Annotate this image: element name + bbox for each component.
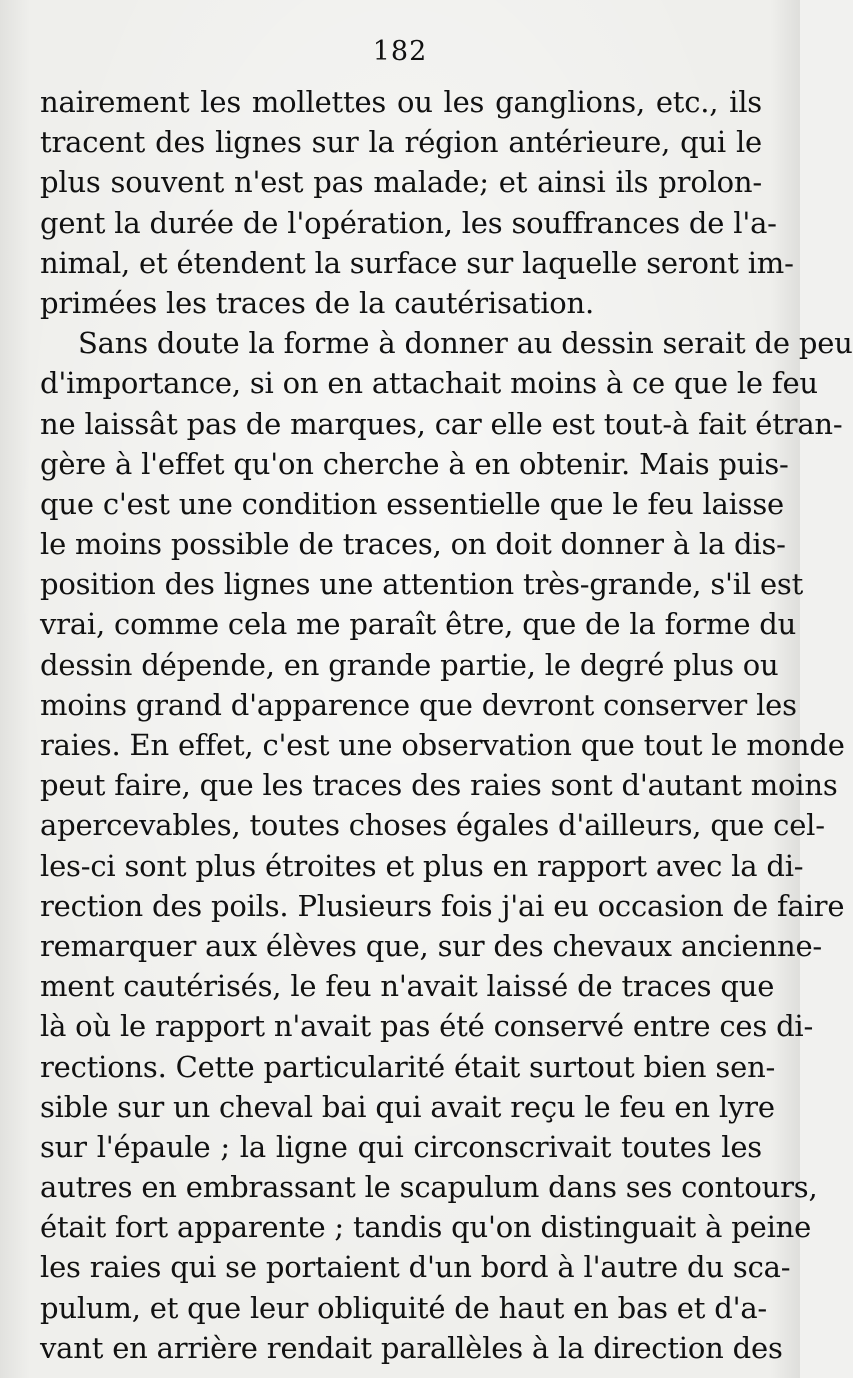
text-line: d'importance, si on en attachait moins à ce que le feu — [40, 366, 818, 401]
text-line: position des lignes une attention très-grande, s'il est — [40, 567, 804, 602]
text-line: nimal, et étendent la surface sur laquelle seront im- — [40, 245, 794, 280]
text-line: primées les traces de la cautérisation. — [40, 285, 595, 320]
text-line: nairement les mollettes ou les ganglions, etc., ils — [40, 85, 762, 119]
text-line: que c'est une condition essentielle que le feu laisse — [40, 486, 785, 521]
text-line: peut faire, que les traces des raies sont d'autant moins — [40, 768, 838, 803]
text-line: les raies qui se portaient d'un bord à l'autre du sca- — [40, 1250, 791, 1285]
text-line: vrai, comme cela me paraît être, que de la forme du — [40, 607, 797, 642]
text-line: tracent des lignes sur la région antérieure, qui le — [40, 125, 762, 160]
paragraph — [40, 82, 794, 323]
text-line: les-ci sont plus étroites et plus en rapport avec la di- — [40, 848, 804, 883]
text-line: vant en arrière rendait parallèles à la direction des — [40, 1330, 783, 1365]
text-line: pulum, et que leur obliquité de haut en bas et d'a- — [40, 1290, 768, 1325]
text-line: rections. Cette particularité était surtout bien sen- — [40, 1049, 776, 1084]
text-line: plus souvent n'est pas malade; et ainsi ils prolon- — [40, 165, 762, 200]
text-line: gère à l'effet qu'on cherche à en obtenir. Mais puis- — [40, 446, 789, 481]
text-line: était fort apparente ; tandis qu'on distinguait à peine — [40, 1210, 812, 1245]
text-line: là où le rapport n'avait pas été conservé entre ces di- — [40, 1009, 814, 1044]
paragraph — [40, 323, 853, 1368]
text-line: autres en embrassant le scapulum dans ses contours, — [40, 1170, 818, 1205]
text-line: remarquer aux élèves que, sur des chevaux ancienne- — [40, 928, 823, 963]
text-line: le moins possible de traces, on doit donner à la dis- — [40, 527, 786, 562]
text-line: sible sur un cheval bai qui avait reçu le feu en lyre — [40, 1089, 775, 1124]
text-line: rection des poils. Plusieurs fois j'ai eu occasion de faire — [40, 888, 845, 923]
body-text — [40, 82, 853, 1368]
text-line: moins grand d'apparence que devront conserver les — [40, 687, 797, 722]
text-line: gent la durée de l'opération, les souffrances de l'a- — [40, 205, 777, 240]
text-line: sur l'épaule ; la ligne qui circonscrivait toutes les — [40, 1129, 762, 1164]
text-line: apercevables, toutes choses égales d'ailleurs, que cel- — [40, 808, 825, 843]
text-line: ment cautérisés, le feu n'avait laissé de traces que — [40, 969, 775, 1004]
text-line: ne laissât pas de marques, car elle est tout-à fait étran- — [40, 406, 843, 441]
text-line: raies. En effet, c'est une observation que tout le monde — [40, 728, 845, 762]
page-number: 182 — [372, 36, 428, 67]
text-line: dessin dépende, en grande partie, le degré plus ou — [40, 647, 779, 682]
text-line: Sans doute la forme à donner au dessin serait de peu — [78, 326, 853, 361]
